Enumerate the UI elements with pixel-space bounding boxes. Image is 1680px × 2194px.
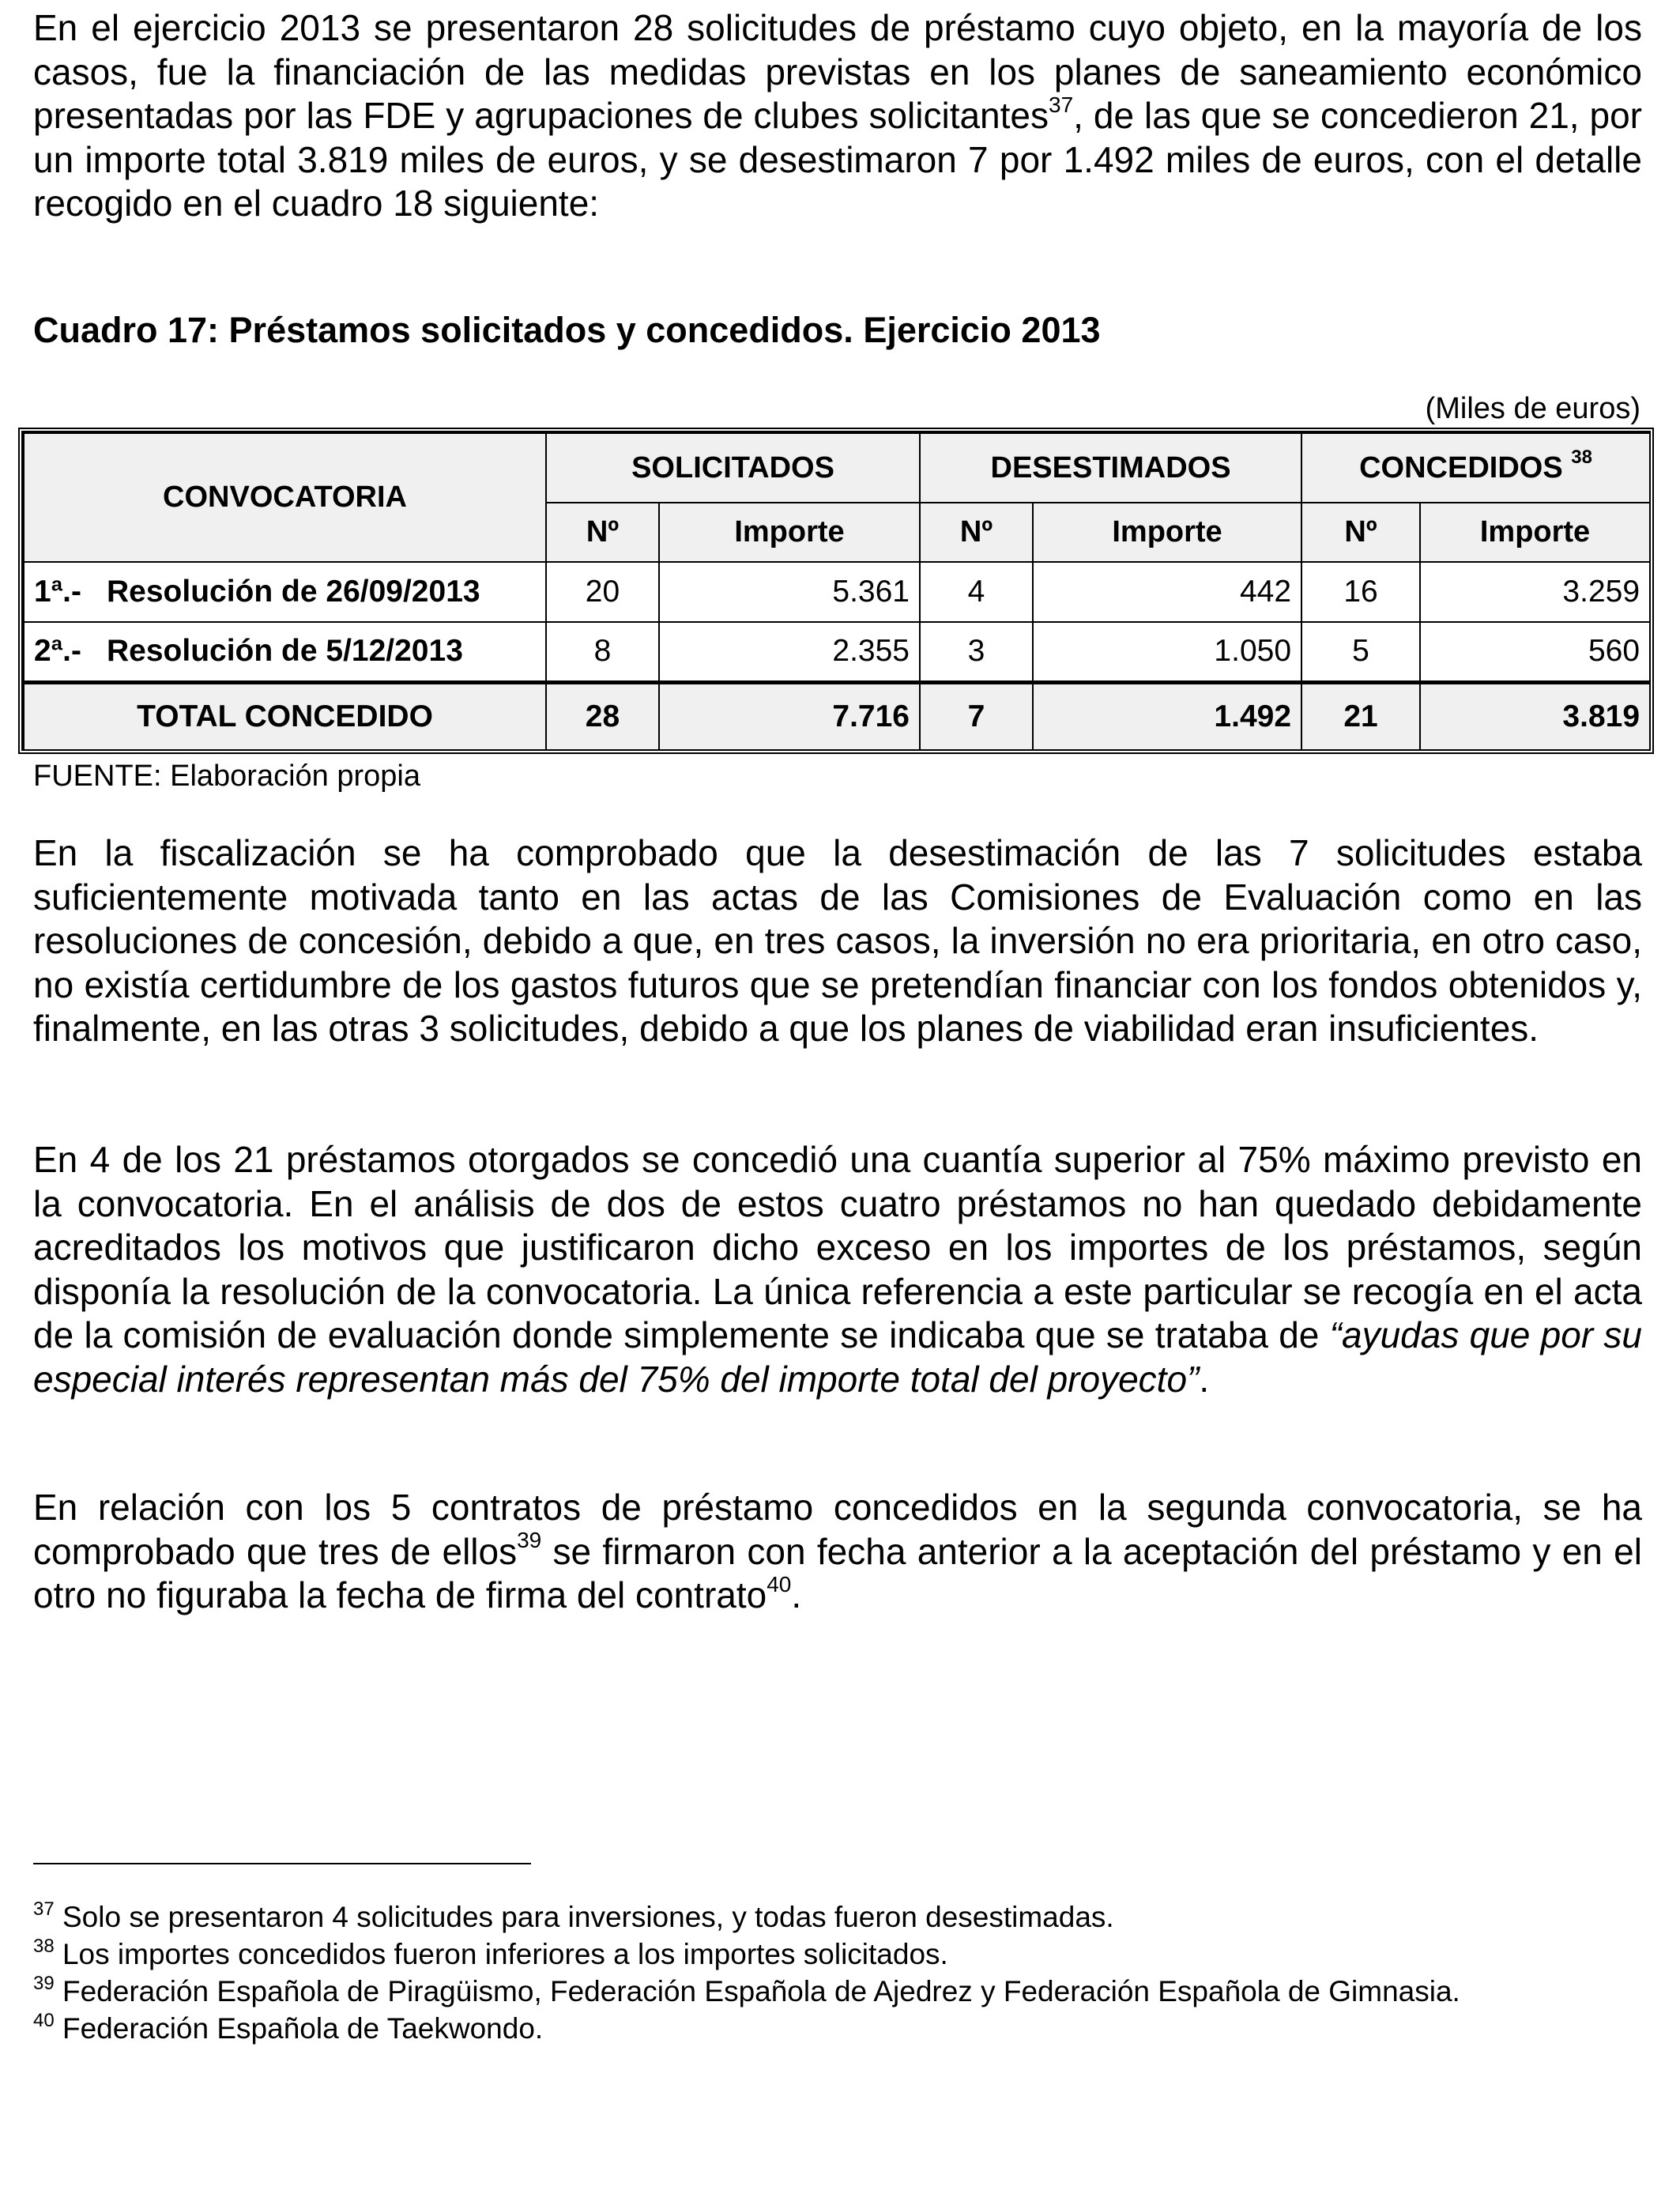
cell-con-n: 5 bbox=[1301, 622, 1420, 682]
cell-con-importe: 3.259 bbox=[1420, 562, 1650, 622]
table-source: FUENTE: Elaboración propia bbox=[33, 760, 420, 793]
row-label: 1ª.- Resolución de 26/09/2013 bbox=[24, 562, 546, 622]
header-con-importe: Importe bbox=[1420, 503, 1650, 562]
loans-table-frame bbox=[18, 428, 1654, 754]
row-label: 2ª.- Resolución de 5/12/2013 bbox=[24, 622, 546, 682]
quote: “ayudas que por su especial interés representan más del 75% del importe total del proyecto” bbox=[33, 1314, 1643, 1400]
footnote-ref: 40 bbox=[767, 1571, 792, 1596]
total-con-n: 21 bbox=[1301, 682, 1420, 750]
paragraph-contratos: En relación con los 5 contratos de préstamo concedidos en la segunda convocatoria, se ha comprobado que tres de ellos$^{39}$ se firmaron con fecha anterior a la aceptación del préstamo y en el otro no figuraba la fecha de firma del contrato$^{40}$. bbox=[33, 1487, 1642, 1615]
cell-sol-n: 20 bbox=[546, 562, 659, 622]
footnote-item: $^{38}$ Los importes concedidos fueron inferiores a los importes solicitados. bbox=[33, 1935, 948, 1970]
table-total-row bbox=[24, 682, 1650, 750]
table-row bbox=[24, 622, 1650, 682]
cell-sol-n: 8 bbox=[546, 622, 659, 682]
header-sol-n: Nº bbox=[546, 503, 659, 562]
footnote-item: $^{40}$ Federación Española de Taekwondo. bbox=[33, 2009, 544, 2045]
total-des-n: 7 bbox=[920, 682, 1033, 750]
footnotes bbox=[33, 1898, 1645, 2047]
header-concedidos: CONCEDIDOS $^{38}$ bbox=[1301, 433, 1650, 503]
footnote-ref: 39 bbox=[517, 1528, 542, 1553]
footnote-divider bbox=[33, 1863, 531, 1864]
header-convocatoria: CONVOCATORIA bbox=[24, 433, 546, 562]
header-desestimados: DESESTIMADOS bbox=[920, 433, 1301, 503]
header-con-n: Nº bbox=[1301, 503, 1420, 562]
footnote-item: $^{39}$ Federación Española de Piragüismo, Federación Española de Ajedrez y Federación Española de Gimnasia. bbox=[33, 1972, 1460, 2007]
table-row bbox=[24, 562, 1650, 622]
total-con-importe: 3.819 bbox=[1420, 682, 1650, 750]
cell-des-n: 4 bbox=[920, 562, 1033, 622]
footnote-ref: 38 bbox=[1571, 446, 1592, 468]
header-solicitados: SOLICITADOS bbox=[546, 433, 920, 503]
cell-sol-importe: 2.355 bbox=[659, 622, 920, 682]
cell-des-importe: 1.050 bbox=[1033, 622, 1301, 682]
total-sol-importe: 7.716 bbox=[659, 682, 920, 750]
total-des-importe: 1.492 bbox=[1033, 682, 1301, 750]
total-label: TOTAL CONCEDIDO bbox=[24, 682, 546, 750]
header-des-importe: Importe bbox=[1033, 503, 1301, 562]
header-des-n: Nº bbox=[920, 503, 1033, 562]
paragraph-prestamos: En 4 de los 21 préstamos otorgados se concedió una cuantía superior al 75% máximo previsto en la convocatoria. En el análisis de dos de estos cuatro préstamos no han quedado debidamente acreditados los motivos que justificaron dicho exceso en los importes de los préstamos, según disponía la resolución de la convocatoria. La única referencia a este particular se recogía en el acta de la comisión de evaluación donde simplemente se indicaba que se trataba de “ayudas que por su especial interés representan más del 75% del importe total del proyecto”. bbox=[33, 1139, 1643, 1400]
paragraph-intro: En el ejercicio 2013 se presentaron 28 solicitudes de préstamo cuyo objeto, en la mayoría de los casos, fue la financiación de las medidas previstas en los planes de saneamiento económico presentadas por las FDE y agrupaciones de clubes solicitantes$^{37}$, de las que se concedieron 21, por un importe total 3.819 miles de euros, y se desestimaron 7 por 1.492 miles de euros, con el detalle recogido en el cuadro 18 siguiente: bbox=[33, 7, 1642, 224]
header-sol-importe: Importe bbox=[659, 503, 920, 562]
cell-des-n: 3 bbox=[920, 622, 1033, 682]
cell-con-importe: 560 bbox=[1420, 622, 1650, 682]
footnote-ref: 37 bbox=[1049, 92, 1074, 117]
table-header-row bbox=[24, 433, 1650, 503]
cell-sol-importe: 5.361 bbox=[659, 562, 920, 622]
table-units: (Miles de euros) bbox=[1425, 392, 1640, 425]
total-sol-n: 28 bbox=[546, 682, 659, 750]
footnote-item: $^{37}$ Solo se presentaron 4 solicitudes para inversiones, y todas fueron desestimadas. bbox=[33, 1898, 1114, 1933]
cell-des-importe: 442 bbox=[1033, 562, 1301, 622]
table-caption: Cuadro 17: Préstamos solicitados y concedidos. Ejercicio 2013 bbox=[33, 310, 1101, 350]
cell-con-n: 16 bbox=[1301, 562, 1420, 622]
loans-table bbox=[23, 432, 1651, 751]
paragraph-fiscalizacion: En la fiscalización se ha comprobado que la desestimación de las 7 solicitudes estaba suficientemente motivada tanto en las actas de las Comisiones de Evaluación como en las resoluciones de concesión, debido a que, en tres casos, la inversión no era prioritaria, en otro caso, no existía certidumbre de los gastos futuros que se pretendían financiar con los fondos obtenidos y, finalmente, en las otras 3 solicitudes, debido a que los planes de viabilidad eran insuficientes. bbox=[33, 832, 1642, 1049]
